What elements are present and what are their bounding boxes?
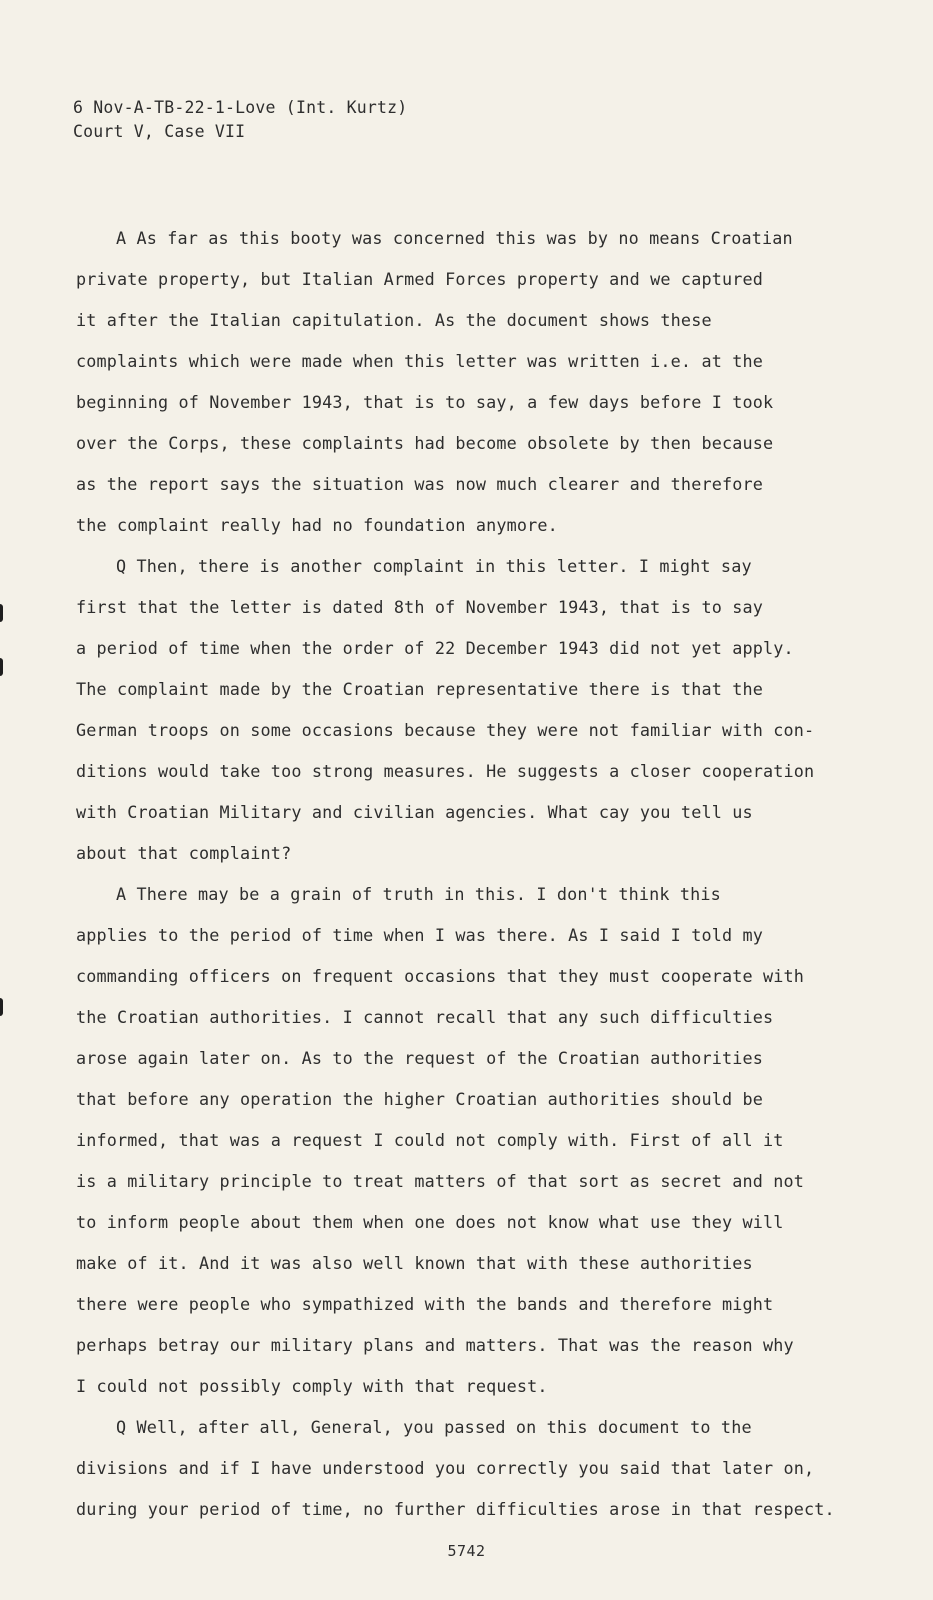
body-line: Q Well, after all, General, you passed on this document to the — [116, 1417, 752, 1437]
body-line: there were people who sympathized with the bands and therefore might — [76, 1294, 774, 1314]
body-line: the Croatian authorities. I cannot recall that any such difficulties — [76, 1007, 774, 1027]
body-line: make of it. And it was also well known that with these authorities — [76, 1253, 753, 1273]
body-line: ditions would take too strong measures. He suggests a closer cooperation — [76, 761, 815, 781]
body-line: as the report says the situation was now much clearer and therefore — [76, 474, 763, 494]
body-line: the complaint really had no foundation anymore. — [76, 515, 558, 535]
body-line: arose again later on. As to the request of the Croatian authorities — [76, 1048, 763, 1068]
header-reference-line: 6 Nov-A-TB-22-1-Love (Int. Kurtz) — [73, 98, 408, 117]
body-line: perhaps betray our military plans and matters. That was the reason why — [76, 1335, 794, 1355]
body-line: a period of time when the order of 22 December 1943 did not yet apply. — [76, 638, 794, 658]
body-line: it after the Italian capitulation. As the document shows these — [76, 310, 712, 330]
body-line: Q Then, there is another complaint in this letter. I might say — [116, 556, 752, 576]
body-line: The complaint made by the Croatian representative there is that the — [76, 679, 763, 699]
body-line: private property, but Italian Armed Forces property and we captured — [76, 269, 763, 289]
body-line: during your period of time, no further difficulties arose in that respect. — [76, 1499, 835, 1519]
page-number: 5742 — [447, 1542, 486, 1560]
header-court-line: Court V, Case VII — [73, 122, 246, 141]
body-line: that before any operation the higher Croatian authorities should be — [76, 1089, 763, 1109]
body-line: first that the letter is dated 8th of November 1943, that is to say — [76, 597, 763, 617]
body-line: informed, that was a request I could not comply with. First of all it — [76, 1130, 784, 1150]
document-header — [73, 96, 407, 144]
body-line: I could not possibly comply with that request. — [76, 1376, 548, 1396]
body-line: is a military principle to treat matters of that sort as secret and not — [76, 1171, 804, 1191]
punch-hole-mark — [0, 998, 3, 1016]
body-line: with Croatian Military and civilian agencies. What cay you tell us — [76, 802, 753, 822]
transcript-body — [76, 218, 856, 1530]
body-line: A As far as this booty was concerned this was by no means Croatian — [116, 228, 793, 248]
body-line: about that complaint? — [76, 843, 292, 863]
body-line: applies to the period of time when I was there. As I said I told my — [76, 925, 763, 945]
body-line: beginning of November 1943, that is to say, a few days before I took — [76, 392, 774, 412]
body-line: German troops on some occasions because they were not familiar with con- — [76, 720, 815, 740]
body-line: to inform people about them when one does not know what use they will — [76, 1212, 784, 1232]
punch-hole-mark — [0, 604, 3, 622]
body-line: commanding officers on frequent occasions that they must cooperate with — [76, 966, 804, 986]
body-line: divisions and if I have understood you correctly you said that later on, — [76, 1458, 815, 1478]
body-line: A There may be a grain of truth in this. I don't think this — [116, 884, 721, 904]
body-line: over the Corps, these complaints had become obsolete by then because — [76, 433, 774, 453]
punch-hole-mark — [0, 658, 3, 676]
body-line: complaints which were made when this letter was written i.e. at the — [76, 351, 763, 371]
